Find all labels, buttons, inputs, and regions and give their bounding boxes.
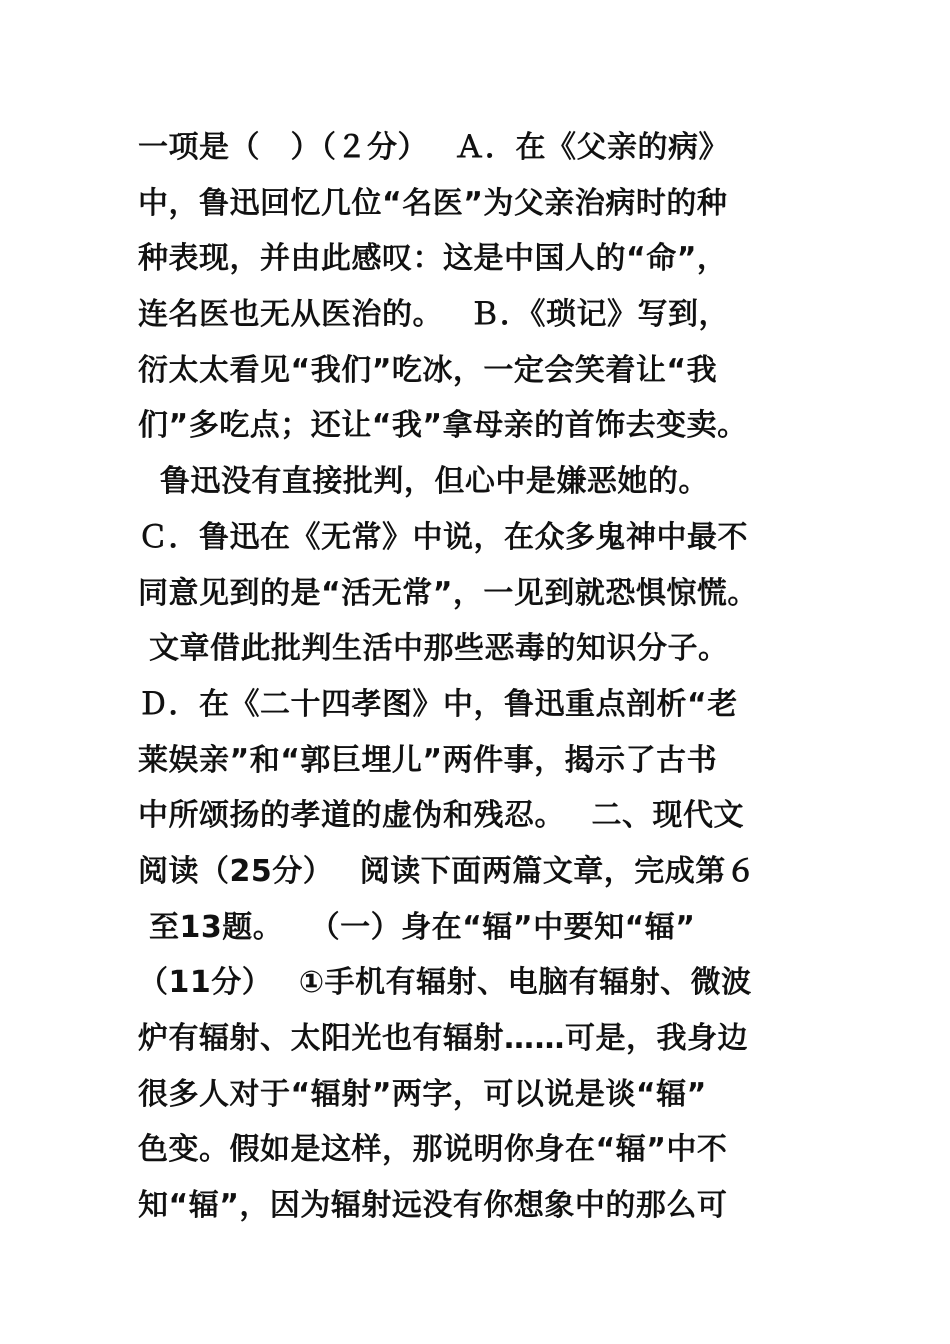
- text-line: 连名医也无从医治的。 Ｂ．《琐记》写到，: [138, 297, 729, 333]
- text-line: 莱娱亲”和“郭巨埋儿”两件事，揭示了古书: [138, 742, 718, 778]
- text-line: 同意见到的是“活无常”，一见到就恐惧惊慌。: [138, 575, 758, 611]
- text-line: 色变。假如是这样，那说明你身在“辐”中不: [138, 1132, 728, 1168]
- text-line: （11分） ①手机有辐射、电脑有辐射、微波: [138, 965, 752, 1001]
- text-line: 鲁迅没有直接批判，但心中是嫌恶她的。: [138, 464, 709, 500]
- text-line: 阅读（25分） 阅读下面两篇文章，完成第６: [138, 853, 757, 889]
- body-text: [138, 120, 838, 1234]
- text-line: 知“辐”，因为辐射远没有你想象中的那么可: [138, 1188, 728, 1224]
- text-line: 种表现，并由此感叹：这是中国人的“命”，: [138, 241, 728, 277]
- text-line: 文章借此批判生活中那些恶毒的知识分子。: [138, 631, 729, 667]
- text-line: 炉有辐射、太阳光也有辐射……可是，我身边: [138, 1021, 748, 1056]
- text-line: 们”多吃点；还让“我”拿母亲的首饰去变卖。: [138, 408, 748, 444]
- text-line: 一项是（ ）（２分） Ａ．在《父亲的病》: [138, 130, 729, 165]
- text-line: 中，鲁迅回忆几位“名医”为父亲治病时的种: [138, 185, 728, 221]
- text-line: 至13题。 （一）身在“辐”中要知“辐”: [138, 909, 696, 945]
- text-line: Ｃ．鲁迅在《无常》中说，在众多鬼神中最不: [138, 519, 748, 555]
- text-line: 衍太太看见“我们”吃冰，一定会笑着让“我: [138, 352, 718, 388]
- text-line: 很多人对于“辐射”两字，可以说是谈“辐”: [138, 1076, 707, 1112]
- text-line: 中所颂扬的孝道的虚伪和残忍。 二、现代文: [138, 798, 744, 834]
- text-line: Ｄ．在《二十四孝图》中，鲁迅重点剖析“老: [138, 686, 738, 722]
